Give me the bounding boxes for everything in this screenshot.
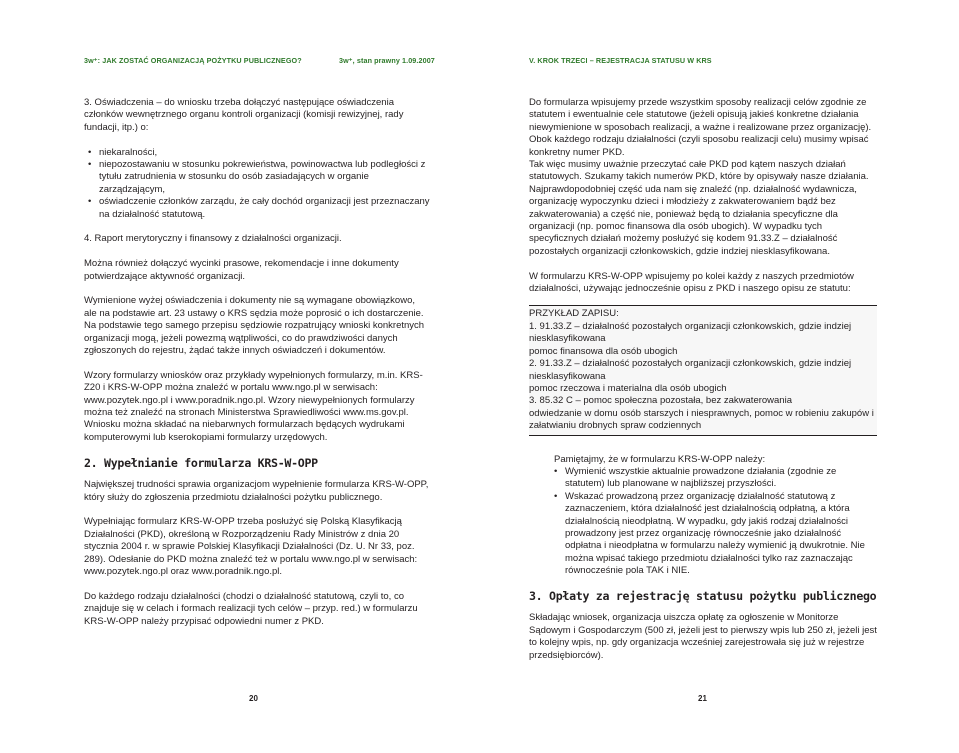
example-line: 1. 91.33.Z – działalność pozostałych organizacji członkowskich, gdzie indziej niesklasyfikowana <box>529 320 852 345</box>
paragraph-pkd: Wypełniając formularz KRS-W-OPP trzeba posłużyć się Polską Klasyfikacją Działalności (PKD), określoną w Rozporządzeniu Rady Ministrów z dnia 20 stycznia 2004 r. w sprawie Polskiej Klasyfikacji Działalności (Dz. U. Nr 33, poz. 289). Odesłanie do PKD można znaleźć też w portalu www.ngo.pl w serwisach: www.pozytek.ngo.pl oraz www.poradnik.ngo.pl. <box>84 516 418 577</box>
paragraph-difficulty: Największej trudności sprawia organizacjom wypełnienie formularza KRS-W-OPP, który służy do zgłoszenia przedmiotu działalności pożytku publicznego. <box>84 479 429 503</box>
example-title: PRZYKŁAD ZAPISU: <box>529 308 619 320</box>
list-item: • Wskazać prowadzoną przez organizację działalność statutową z zaznaczeniem, która działalność jest działalnością odpłatną, a która działalnością nieodpłatną. W wypadku, gdy jakiś rodzaj działalności prowadzony jest przez organizację równocześnie jako działalność odpłatna i nieodpłatna w formularzu należy wymienić ją dwukrotnie. Nie można wpisać takiego przedmiotu działalności tylko raz zaznaczając równocześnie pola TAK i NIE. <box>554 491 877 578</box>
paragraph-printouts: Wniosku można składać na niebarwnych formularzach będących wydrukami komputerowymi lub kserokopiami formularzy urzędowych. <box>84 419 405 443</box>
example-line: 3. 85.32 C – pomoc społeczna pozostała, bez zakwaterowania <box>529 395 792 407</box>
example-line: pomoc finansowa dla osób ubogich <box>529 345 678 357</box>
reminder-box <box>554 454 877 578</box>
paragraph-attachments: Można również dołączyć wycinki prasowe, rekomendacje i inne dokumenty potwierdzające aktywność organizacji. <box>84 258 399 282</box>
list-item: • niekaralności, <box>84 147 430 159</box>
paragraph-assign-number: Do każdego rodzaju działalności (chodzi o działalność statutową, czyli to, co znajduje się w celach i formach realizacji tych celów – przyp. red.) w formularzu KRS-W-OPP należy przypisać odpowiedni numer z PKD. <box>84 590 418 627</box>
paragraph-form-templates: Wzory formularzy wniosków oraz przykłady wypełnionych formularzy, m.in. KRS-Z20 i KRS-W-OPP można znaleźć w portalu www.ngo.pl w serwisach: www.pozytek.ngo.pl i www.poradnik.ngo.pl. Wzory niewypełnionych formularzy można też znaleźć na stronach Ministerstwa Sprawiedliwości www.ms.gov.pl. <box>84 369 423 419</box>
example-box <box>529 305 877 435</box>
header-title-left: 3w⁺: JAK ZOSTAĆ ORGANIZACJĄ POŻYTKU PUBLICZNEGO? <box>84 56 302 65</box>
paragraph-enter-each: W formularzu KRS-W-OPP wpisujemy po kolei każdy z naszych przedmiotów działalności, używając jednocześnie opisu z PKD i naszego opisu ze statutu: <box>529 270 854 295</box>
list-item: • oświadczenie członków zarządu, że cały dochód organizacji jest przeznaczany na działalność statutową. <box>84 196 430 221</box>
header-title-right: V. KROK TRZECI – REJESTRACJA STATUSU W KRS <box>529 56 712 65</box>
paragraph-report: 4. Raport merytoryczny i finansowy z działalności organizacji. <box>84 233 342 245</box>
example-line: pomoc rzeczowa i materialna dla osób ubogich <box>529 382 727 394</box>
paragraph-what-to-enter: Do formularza wpisujemy przede wszystkim sposoby realizacji celów zgodnie ze statutem i ewentualnie cele statutowe (jeżeli opisują jakieś konkretne działania niewymienione w sposobach realizacji, a ważne i realizowane przez organizację). Obok każdego rodzaju działalności (czyli sposobu realizacji celu) musimy wpisać konkretny numer PKD. <box>529 97 872 158</box>
section-heading-2: 2. Wypełnianie formularza KRS-W-OPP <box>84 455 318 470</box>
paragraph-statements: 3. Oświadczenia – do wniosku trzeba dołączyć następujące oświadczenia członków wewnętrznego organu kontroli organizacji (komisji rewizyjnej, rady fundacji, itp.) o: <box>84 97 404 133</box>
list-item: • Wymienić wszystkie aktualnie prowadzone działania (zgodnie ze statutem) lub planowane w najbliższej przyszłości. <box>554 466 877 491</box>
paragraph-fees: Składając wniosek, organizacja uiszcza opłatę za ogłoszenie w Monitorze Sądowym i Gospodarczym (500 zł, jeżeli jest to pierwszy wpis lub 250 zł, jeżeli jest to kolejny wpis, np. gdy organizacja wcześniej zarejestrowała się już w rejestrze przedsiębiorców). <box>529 612 877 661</box>
list-item: • niepozostawaniu w stosunku pokrewieństwa, powinowactwa lub podległości z tytułu zatrudnienia w stosunku do osób zasiadających w organie zarządzającym, <box>84 159 430 196</box>
paragraph-judges: Na podstawie tego samego przepisu sędziowie rozpatrujący wnioski konkretnych organizacji mogą, jeżeli powezmą wątpliwości, co do prawdziwości danych zgłoszonych do rejestru, żądać także innych oświadczeń i dokumentów. <box>84 320 425 357</box>
reminder-intro: Pamiętajmy, że w formularzu KRS-W-OPP należy: <box>554 453 766 465</box>
page-number-left: 20 <box>249 694 258 703</box>
section-heading-3: 3. Opłaty za rejestrację statusu pożytku publicznego <box>529 589 877 603</box>
example-line: 2. 91.33.Z – działalność pozostałych organizacji członkowskich, gdzie indziej niesklasyfikowana <box>529 358 852 382</box>
paragraph-not-required: Wymienione wyżej oświadczenia i dokumenty nie są wymagane obowiązkowo, ale na podstawie art. 23 ustawy o KRS sędzia może poprosić o ich dostarczenie. <box>84 295 424 319</box>
page-number-right: 21 <box>698 694 707 703</box>
reminder-list <box>554 466 877 578</box>
header-subtitle-left: 3w⁺, stan prawny 1.09.2007 <box>339 56 435 65</box>
right-page-column <box>529 97 877 674</box>
left-page-column <box>84 97 430 640</box>
paragraph-read-pkd: Tak więc musimy uważnie przeczytać całe PKD pod kątem naszych działań statutowych. Szukamy takich numerów PKD, które by opisywały nasze działania. Najprawdopodobniej część uda nam się znaleźć (np. działalność wydawnicza, organizację wypoczynku dzieci i młodzieży z zakwaterowaniem bądź bez zakwaterowania) a część nie, ponieważ będą to działania specyficzne dla organizacji (np. pomoc finansowa dla osób ubogich). W wypadku tych specyficznych działań możemy posłużyć się kodem 91.33.Z – działalność pozostałych organizacji członkowskich, gdzie indziej niesklasyfikowana. <box>529 159 869 257</box>
example-line: odwiedzanie w domu osób starszych i niesprawnych, pomoc w robieniu zakupów i załatwianiu drobnych spraw codziennych <box>529 407 874 432</box>
statements-list <box>84 147 430 221</box>
